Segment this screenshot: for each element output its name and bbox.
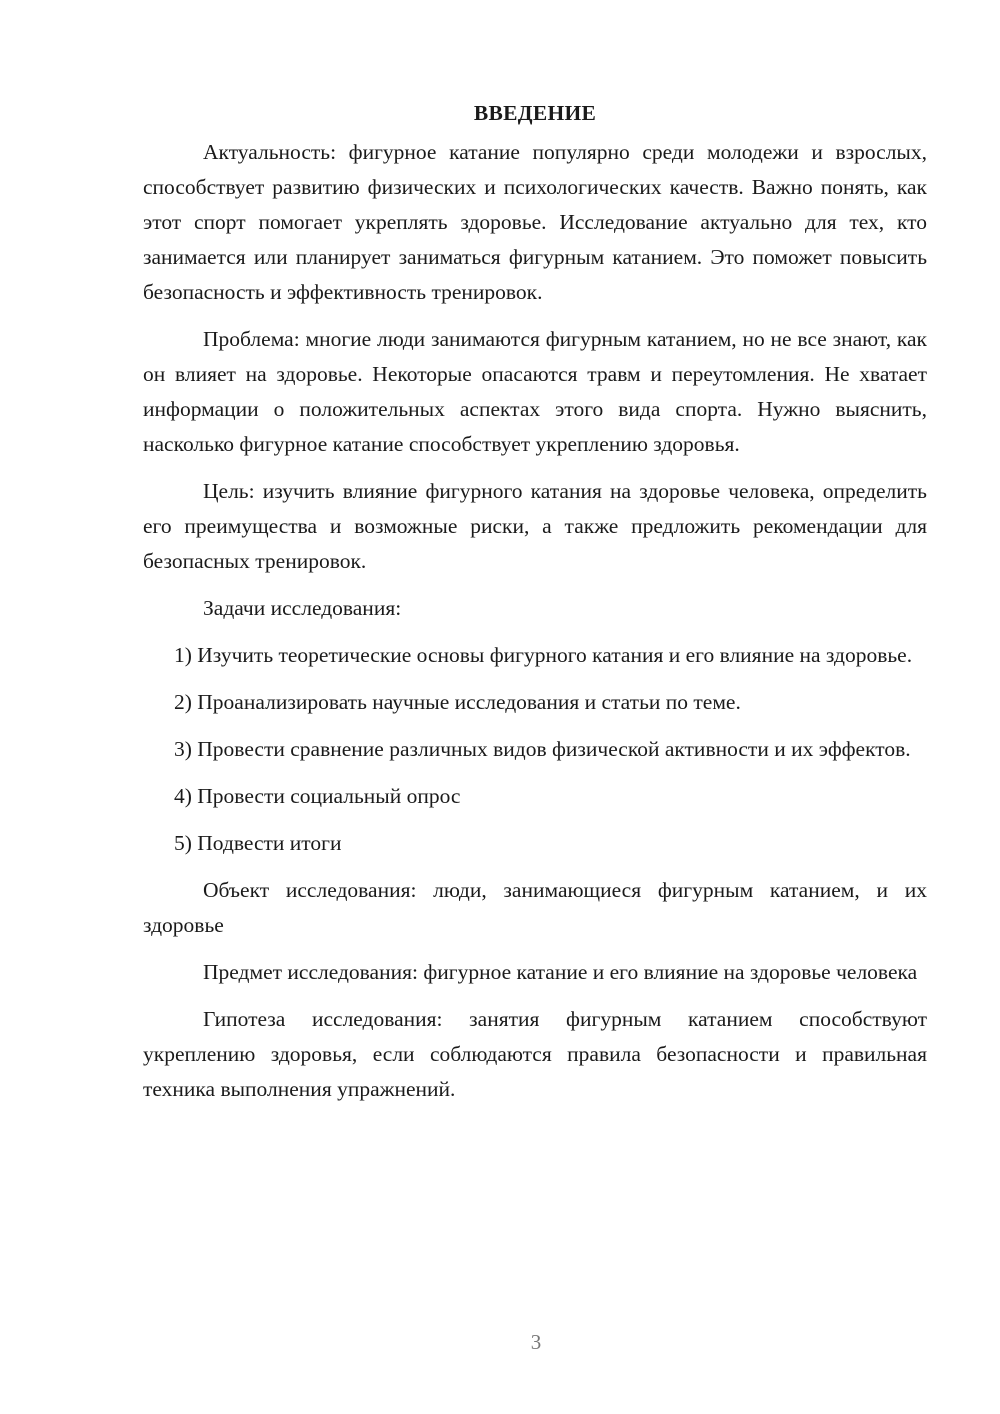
task-item-2: 2) Проанализировать научные исследования и статьи по теме. bbox=[174, 690, 741, 714]
paragraph-hypothesis: Гипотеза исследования: занятия фигурным катанием способствуют укреплению здоровья, если соблюдаются правила безопасности и правильная техника выполнения упражнений. bbox=[143, 1007, 927, 1101]
paragraph-goal: Цель: изучить влияние фигурного катания на здоровье человека, определить его преимущества и возможные риски, а также предложить рекомендации для безопасных тренировок. bbox=[143, 479, 927, 573]
page-content bbox=[143, 96, 927, 1119]
task-item-4: 4) Провести социальный опрос bbox=[174, 784, 461, 808]
page-number: 3 bbox=[530, 1330, 542, 1354]
paragraph-problem: Проблема: многие люди занимаются фигурным катанием, но не все знают, как он влияет на здоровье. Некоторые опасаются травм и переутомления. Не хватает информации о положительных аспектах этого вида спорта. Нужно выяснить, насколько фигурное катание способствует укреплению здоровья. bbox=[143, 327, 927, 456]
task-item-1: 1) Изучить теоретические основы фигурного катания и его влияние на здоровье. bbox=[174, 643, 913, 667]
paragraph-object: Объект исследования: люди, занимающиеся фигурным катанием, и их здоровье bbox=[143, 878, 927, 937]
paragraph-subject: Предмет исследования: фигурное катание и его влияние на здоровье человека bbox=[203, 960, 918, 984]
tasks-heading: Задачи исследования: bbox=[203, 596, 402, 620]
task-item-5: 5) Подвести итоги bbox=[174, 831, 342, 855]
paragraph-relevance: Актуальность: фигурное катание популярно среди молодежи и взрослых, способствует развитию физических и психологических качеств. Важно понять, как этот спорт помогает укреплять здоровье. Исследование актуально для тех, кто занимается или планирует заниматься фигурным катанием. Это поможет повысить безопасность и эффективность тренировок. bbox=[143, 140, 927, 304]
section-title: ВВЕДЕНИЕ bbox=[473, 101, 597, 125]
task-item-3: 3) Провести сравнение различных видов физической активности и их эффектов. bbox=[174, 737, 911, 761]
